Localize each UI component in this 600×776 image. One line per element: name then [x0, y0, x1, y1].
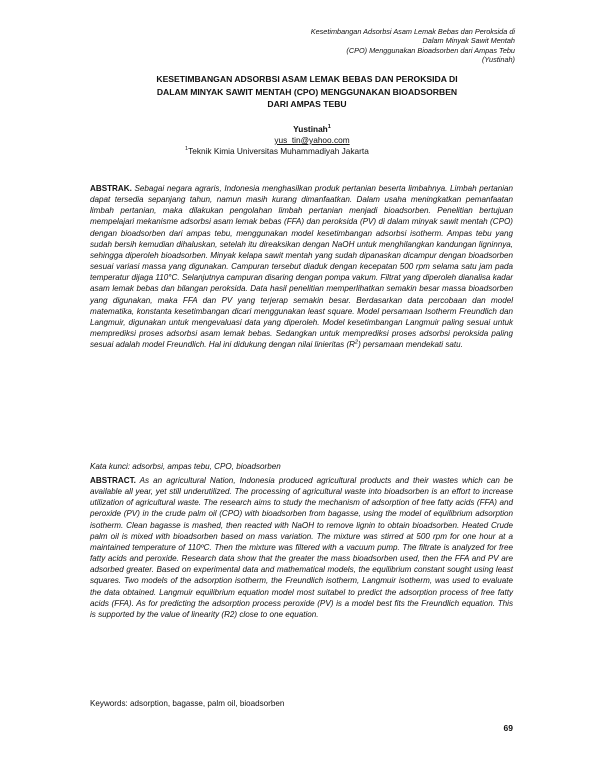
abstract-paragraph: [90, 475, 513, 620]
running-head-line: (CPO) Menggunakan Bioadsorben dari Ampas Tebu: [346, 45, 515, 55]
author-block: [112, 124, 512, 157]
title-line: DALAM MINYAK SAWIT MENTAH (CPO) MENGGUNAKAN BIOADSORBEN: [156, 86, 458, 97]
author-superscript: 1: [327, 124, 331, 131]
abstrak-text: Sebagai negara agraris, Indonesia menghasilkan produk pertanian beserta limbahnya. Limbah pertanian dapat tersedia sepanjang tahun, namun masih kurang dimanfaatkan. Dalam usaha meningkatkan pemanfaatan limbah pertanian, maka dilakukan pengolahan limbah pertanian menjadi bioadsorben. Penelitian bertujuan mempelajari mekanisme adsorbsi asam lemak bebas (FFA) dan peroksida (PV) di dalam minyak sawit mentah (CPO) dengan bioadsorben dari ampas tebu, menggunakan model kesetimbangan adsorbsi isotherm. Ampas tebu yang sudah bersih kemudian dihaluskan, setelah itu direaksikan dengan NaOH untuk menghilangkan kandungan ligninnya, sehingga diperoleh bioadsorben. Minyak kelapa sawit mentah yang sudah dipanaskan dicampur dengan bioadsorben sesuai variasi massa yang digunakan. Campuran tersebut diaduk dengan kecepatan 500 rpm selama satu jam pada temperatur dijaga 110°C. Selanjutnya campuran disaring dengan pompa vakum. Filtrat yang diperoleh dianalisa kadar asam lemak bebas dan bilangan peroksida. Data hasil penelitian memperlihatkan semakin besar massa bioadsorben yang digunakan, maka FFA dan PV yang terjerap semakin besar. Berdasarkan data percobaan dan model matematika, konstanta kesetimbangan dicari menggunakan least square. Model persamaan Isotherm Freundlich dan Langmuir, digunakan untuk mengevaluasi data yang diperoleh. Model kesetimbangan Langmuir paling sesuai untuk memprediksi proses adsorbsi asam lemak bebas. Sedangkan untuk memprediksi proses adsorbsi peroksida paling sesuai adalah model Freundlich. Hal ini didukung dengan nilai linieritas (R: [90, 184, 513, 350]
title-line: DARI AMPAS TEBU: [267, 99, 347, 109]
r-squared-superscript: 2: [355, 339, 359, 346]
running-head-author: (Yustinah): [482, 54, 515, 64]
abstrak-paragraph: [90, 183, 513, 350]
title-line: KESETIMBANGAN ADSORBSI ASAM LEMAK BEBAS DAN PEROKSIDA DI: [156, 74, 458, 84]
affiliation-superscript: 1: [185, 146, 189, 153]
abstrak-label: ABSTRAK.: [90, 184, 132, 193]
page-number: 69: [503, 723, 513, 733]
author-name: Yustinah$^1$: [293, 124, 331, 134]
abstract-label: ABSTRACT.: [90, 476, 136, 485]
paper-title: [112, 73, 502, 111]
abstrak-text-end: ) persamaan mendekati satu.: [358, 340, 463, 350]
running-head-line: Kesetimbangan Adsorbsi Asam Lemak Bebas dan Peroksida di Dalam Minyak Sawit Mentah: [310, 27, 515, 46]
running-head: [300, 27, 515, 64]
author-email[interactable]: yus_tin@yahoo.com: [274, 135, 350, 145]
kata-kunci: Kata kunci: adsorbsi, ampas tebu, CPO, bioadsorben: [90, 462, 281, 471]
keywords: Keywords: adsorption, bagasse, palm oil, bioadsorben: [90, 699, 285, 708]
author-affiliation: $^1$Teknik Kimia Universitas Muhammadiyah Jakarta: [185, 146, 369, 156]
abstract-text: As an agricultural Nation, Indonesia produced agricultural products and their wastes which can be available all year, yet still underutilized. The processing of agricultural waste into bioadsorben is an effort to increase utilization of agricultural waste. The research aims to study the mechanism of adsorption of free fatty acids (FFA) and peroxide (PV) in the crude palm oil (CPO) with bioadsorben from bagasse, using the model of equilibrium adsorption isotherm. Clean bagasse is mashed, then reacted with NaOH to remove lignin to obtain bioadsorben. Heated Crude palm oil is mixed with bioadsorben based on mass variation. The mixture was stirred at 500 rpm for one hour at a maintained temperature of 110ºC. Then the mixture was filtered with a vacuum pump. The filtrate is analyzed for free fatty acids and peroxide. Research data show that the greater the mass bioadsorben used, then the FFA and PV are adsorbed greater. Based on experimental data and mathematical models, the equilibrium constant sought using least squares. Two models of the adsorption isotherm, the Freundlich isotherm, Langmuir isotherm, was used to evaluate the data obtained. Langmuir equilibrium equation model most suitabel to predict the adsorption process of free fatty acids (FFA). As for predicting the adsorption process peroxide (PV) is a model best fits the Freundlich equation. This is supported by the value of linearity (R2) close to one equation.: [90, 476, 513, 619]
